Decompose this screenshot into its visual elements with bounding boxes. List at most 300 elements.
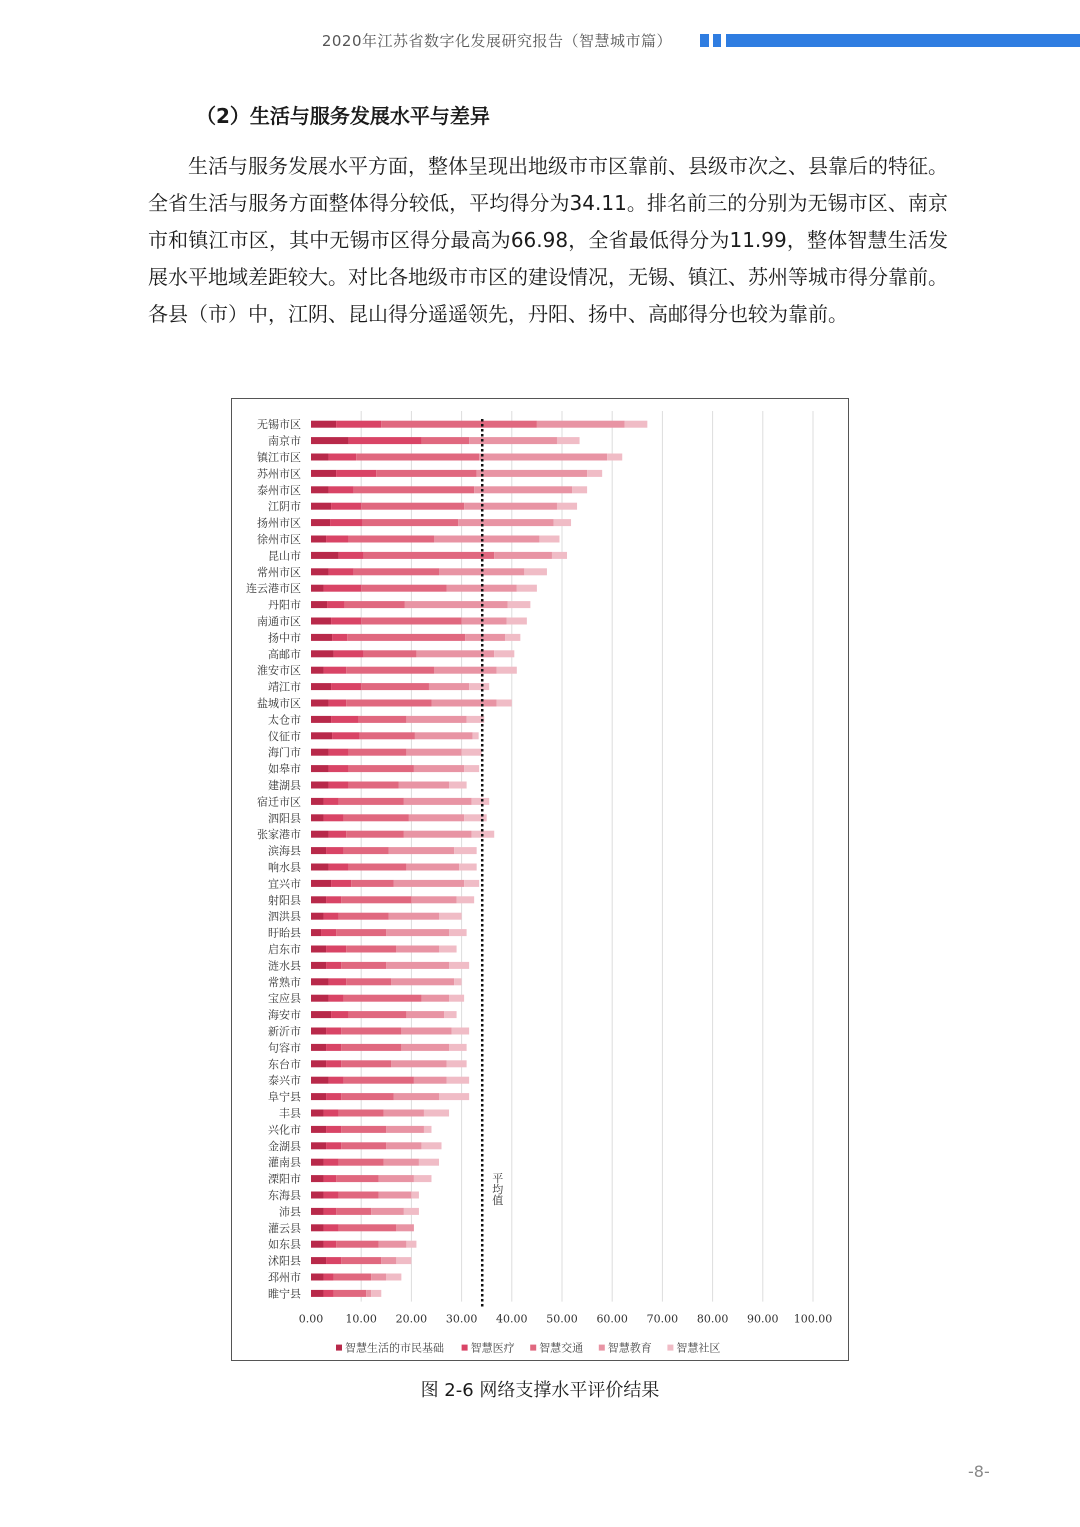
bar-segment (311, 1175, 324, 1182)
bar-segment (332, 634, 347, 641)
bar-segment (311, 749, 329, 756)
bar-segment (439, 913, 462, 920)
bar-segment (344, 847, 389, 854)
legend-swatch (462, 1345, 468, 1351)
bar-segment (311, 1257, 326, 1264)
page-number: -8- (968, 1462, 990, 1481)
category-label: 泗阳县 (268, 811, 301, 825)
bar-segment (349, 437, 422, 444)
category-label: 靖江市 (268, 680, 301, 694)
bar-segment (326, 1044, 341, 1051)
bar-segment (326, 1028, 341, 1035)
category-label: 句容市 (268, 1041, 301, 1055)
bar-segment (406, 864, 459, 871)
header-accent-block-1 (700, 34, 709, 47)
bar-segment (311, 470, 336, 477)
bar-segment (458, 519, 553, 526)
category-label: 江阴市 (268, 500, 301, 514)
bar-segment (329, 1077, 344, 1084)
bar-segment (557, 437, 580, 444)
bar-segment (347, 634, 465, 641)
bar-segment (444, 1011, 457, 1018)
bar-segment (431, 700, 496, 707)
bar-segment (421, 995, 449, 1002)
bar-segment (331, 1011, 349, 1018)
bar-segment (329, 749, 349, 756)
category-label: 射阳县 (268, 893, 301, 907)
bar-segment (331, 618, 361, 625)
report-title: 2020年江苏省数字化发展研究报告（智慧城市篇） (321, 32, 672, 50)
bar-segment (311, 536, 326, 543)
bar-segment (326, 1142, 341, 1149)
category-label: 苏州市区 (257, 467, 301, 481)
bar-segment (346, 978, 391, 985)
bar-segment (311, 1208, 324, 1215)
bar-segment (421, 437, 469, 444)
bar-segment (384, 1159, 419, 1166)
category-label: 邳州市 (268, 1271, 301, 1284)
legend-label: 智慧生活的市民基础 (345, 1341, 444, 1355)
bar-segment (311, 716, 331, 723)
category-label: 盐城市区 (257, 697, 301, 710)
bar-segment (349, 864, 407, 871)
category-label: 睢宁县 (268, 1287, 301, 1301)
bar-segment (359, 716, 407, 723)
bar-segment (447, 1077, 470, 1084)
x-tick-label: 50.00 (546, 1312, 578, 1326)
bar-segment (329, 831, 347, 838)
bar-segment (396, 1224, 414, 1231)
bar-segment (339, 1192, 379, 1199)
bar-segment (389, 913, 439, 920)
bar-segment (399, 782, 449, 789)
bar-segment (311, 978, 329, 985)
bar-segment (505, 634, 520, 641)
bar-segment (324, 1290, 334, 1297)
x-tick-label: 60.00 (596, 1312, 628, 1326)
category-label: 阜宁县 (268, 1090, 301, 1104)
bar-segment (361, 585, 446, 592)
bar-segment (469, 683, 489, 690)
bar-segment (464, 765, 479, 772)
header-accent-block-2 (713, 34, 721, 47)
bar-segment (324, 1241, 337, 1248)
bar-segment (386, 929, 449, 936)
category-label: 海安市 (268, 1008, 301, 1022)
category-label: 丰县 (279, 1107, 301, 1120)
bar-segment (326, 1060, 341, 1067)
body-paragraph (148, 148, 948, 333)
bar-segment (449, 1044, 467, 1051)
bar-segment (424, 1110, 449, 1117)
bar-segment (361, 503, 464, 510)
header-accent-bar (726, 34, 1080, 47)
bar-segment (329, 765, 349, 772)
bar-segment (345, 601, 405, 608)
bar-segment (625, 421, 648, 428)
category-label: 如皋市 (268, 762, 301, 776)
bar-segment (311, 962, 326, 969)
bar-segment (311, 995, 329, 1002)
bar-segment (349, 1011, 407, 1018)
legend-label: 智慧交通 (539, 1341, 584, 1355)
category-label: 如东县 (268, 1238, 301, 1252)
category-label: 宝应县 (268, 992, 301, 1006)
bar-segment (311, 437, 349, 444)
bar-segment (311, 421, 336, 428)
bar-segment (346, 946, 396, 953)
bar-segment (341, 1126, 386, 1133)
bar-segment (406, 1241, 416, 1248)
bar-segment (334, 1274, 372, 1281)
bar-segment (411, 896, 456, 903)
bar-segment (406, 1011, 444, 1018)
category-label: 响水县 (268, 861, 301, 874)
legend-label: 智慧社区 (676, 1341, 721, 1355)
bar-segment (404, 831, 472, 838)
bar-segment (324, 814, 344, 821)
bar-segment (386, 962, 449, 969)
bar-segment (326, 896, 341, 903)
bar-segment (311, 454, 329, 461)
bar-segment (329, 782, 349, 789)
bar-segment (537, 421, 625, 428)
chart-frame (231, 398, 849, 1361)
bar-segment (324, 667, 347, 674)
bar-segment (311, 519, 330, 526)
category-label: 灌南县 (268, 1156, 301, 1170)
bar-segment (389, 847, 454, 854)
bar-segment (324, 1274, 334, 1281)
bar-segment (329, 864, 349, 871)
bar-segment (326, 847, 344, 854)
bar-segment (324, 1175, 337, 1182)
category-label: 灌云县 (268, 1221, 301, 1235)
bar-segment (311, 929, 321, 936)
bar-segment (330, 519, 363, 526)
bar-segment (391, 978, 454, 985)
category-label: 高邮市 (268, 647, 301, 661)
bar-segment (351, 880, 394, 887)
bar-segment (454, 847, 477, 854)
category-label: 扬州市区 (257, 516, 301, 530)
bar-segment (349, 782, 399, 789)
bar-segment (326, 536, 349, 543)
bar-segment (329, 700, 347, 707)
bar-segment (334, 1290, 367, 1297)
category-label: 涟水县 (268, 959, 301, 973)
bar-segment (311, 1126, 326, 1133)
bar-segment (324, 1192, 339, 1199)
bar-segment (391, 1060, 446, 1067)
x-tick-label: 20.00 (395, 1312, 428, 1326)
bar-segment (339, 1224, 397, 1231)
bar-segment (439, 946, 457, 953)
bar-segment (329, 454, 357, 461)
bar-segment (376, 470, 476, 477)
bar-segment (411, 1192, 419, 1199)
x-tick-label: 70.00 (646, 1312, 679, 1326)
bar-segment (311, 864, 329, 871)
bar-segment (379, 1175, 414, 1182)
bar-segment (379, 1241, 407, 1248)
bar-segment (401, 1028, 451, 1035)
category-label: 南京市 (268, 434, 301, 448)
bar-segment (414, 1077, 447, 1084)
bar-segment (321, 929, 336, 936)
bar-segment (363, 519, 458, 526)
bar-segment (414, 1175, 432, 1182)
legend-swatch (667, 1345, 673, 1351)
bar-segment (346, 700, 431, 707)
category-label: 金湖县 (268, 1139, 301, 1153)
bar-segment (419, 1159, 439, 1166)
bar-segment (339, 1159, 384, 1166)
bar-segment (557, 503, 577, 510)
bar-segment (361, 618, 461, 625)
bar-segment (311, 946, 326, 953)
bar-segment (326, 962, 341, 969)
bar-segment (607, 454, 622, 461)
x-tick-label: 100.00 (793, 1312, 833, 1326)
bar-segment (324, 1208, 337, 1215)
bar-segment (339, 552, 364, 559)
legend-label: 智慧教育 (607, 1341, 652, 1355)
bar-segment (346, 831, 404, 838)
bar-segment (381, 421, 537, 428)
bar-segment (462, 749, 482, 756)
bar-segment (404, 798, 472, 805)
bar-segment (311, 1192, 324, 1199)
category-label: 沛县 (279, 1205, 301, 1219)
x-tick-label: 30.00 (445, 1312, 478, 1326)
bar-segment (406, 716, 466, 723)
bar-segment (349, 749, 407, 756)
bar-segment (524, 568, 547, 575)
bar-segment (517, 585, 537, 592)
category-label: 东台市 (268, 1057, 301, 1071)
bar-segment (311, 831, 329, 838)
category-label: 启东市 (268, 943, 301, 956)
legend-label: 智慧医疗 (470, 1341, 515, 1355)
bar-segment (332, 732, 360, 739)
bar-segment (324, 585, 362, 592)
x-tick-label: 10.00 (345, 1312, 377, 1326)
bar-segment (414, 765, 464, 772)
category-label: 镇江市区 (257, 451, 301, 464)
bar-segment (364, 552, 495, 559)
bar-segment (311, 814, 324, 821)
bar-segment (311, 585, 324, 592)
bar-segment (311, 683, 331, 690)
bar-segment (552, 552, 567, 559)
bar-segment (439, 1093, 469, 1100)
bar-segment (349, 765, 414, 772)
bar-segment (311, 1060, 326, 1067)
bar-segment (311, 700, 329, 707)
bar-segment (336, 1175, 379, 1182)
bar-segment (331, 880, 351, 887)
category-label: 张家港市 (257, 828, 301, 842)
bar-segment (341, 1142, 386, 1149)
bar-segment (354, 486, 474, 493)
figure-caption: 图 2-6 网络支撑水平评价结果 (420, 1380, 660, 1401)
body-text: 生活与服务发展水平方面，整体呈现出地级市市区靠前、县级市次之、县靠后的特征。全省生活与服务方面整体得分较低，平均得分为34.11。排名前三的分别为无锡市区、南京市和镇江市区，其中无锡市区得分最高为66.98，全省最低得分为11.99，整体智慧生活发展水平地域差距较大。对比各地级市市区的建设情况，无锡、镇江、苏州等城市得分靠前。各县（市）中，江阴、昆山得分遥遥领先，丹阳、扬中、高邮得分也较为靠前。 (148, 154, 948, 326)
bar-segment (324, 1224, 339, 1231)
bar-segment (331, 716, 359, 723)
bar-segment (341, 896, 411, 903)
bar-segment (457, 896, 475, 903)
bar-segment (324, 1110, 339, 1117)
bar-segment (421, 1142, 441, 1149)
stacked-bar-chart (232, 399, 848, 1360)
category-label: 昆山市 (268, 549, 301, 563)
bar-segment (361, 683, 429, 690)
category-label: 常州市区 (257, 565, 301, 579)
bar-segment (434, 536, 539, 543)
bar-segment (311, 486, 329, 493)
bar-segment (452, 1028, 470, 1035)
bar-segment (311, 880, 331, 887)
bar-segment (429, 683, 469, 690)
bar-segment (311, 503, 331, 510)
bar-segment (464, 880, 479, 887)
category-label: 沭阳县 (268, 1254, 301, 1268)
bar-segment (311, 1159, 324, 1166)
bar-segment (341, 1060, 391, 1067)
bar-segment (356, 454, 479, 461)
bar-segment (396, 1257, 411, 1264)
bar-segment (459, 864, 477, 871)
category-label: 太仓市 (268, 713, 301, 727)
bar-segment (331, 503, 361, 510)
bar-segment (587, 470, 602, 477)
bar-segment (324, 1159, 339, 1166)
bar-segment (336, 1241, 379, 1248)
bar-segment (449, 995, 464, 1002)
bar-segment (327, 601, 345, 608)
bar-segment (494, 650, 514, 657)
bar-segment (479, 454, 607, 461)
bar-segment (449, 929, 467, 936)
bar-segment (311, 1290, 324, 1297)
category-label: 宿迁市区 (257, 795, 301, 809)
category-label: 泰兴市 (268, 1074, 301, 1088)
category-label: 东海县 (268, 1189, 301, 1202)
bar-segment (449, 962, 469, 969)
category-label: 扬中市 (268, 631, 301, 645)
category-label: 仪征市 (268, 729, 301, 743)
bar-segment (311, 1110, 324, 1117)
bar-segment (366, 1290, 371, 1297)
bar-segment (415, 732, 473, 739)
category-label: 宜兴市 (268, 877, 301, 891)
bar-segment (473, 732, 479, 739)
x-tick-label: 90.00 (747, 1312, 779, 1326)
x-tick-label: 80.00 (696, 1312, 729, 1326)
bar-segment (497, 667, 517, 674)
bar-segment (508, 601, 531, 608)
legend-swatch (599, 1345, 605, 1351)
bar-segment (339, 913, 389, 920)
average-label: 平均值 (490, 1172, 504, 1206)
bar-segment (386, 1274, 401, 1281)
bar-segment (311, 552, 339, 559)
bar-segment (311, 618, 331, 625)
legend-swatch (530, 1345, 536, 1351)
bar-segment (341, 1257, 381, 1264)
bar-segment (331, 683, 361, 690)
bar-segment (329, 978, 347, 985)
bar-segment (406, 749, 461, 756)
bar-segment (341, 1028, 401, 1035)
bar-segment (384, 1110, 424, 1117)
category-label: 溧阳市 (268, 1172, 301, 1186)
bar-segment (464, 503, 557, 510)
bar-segment (477, 470, 587, 477)
bar-segment (311, 847, 326, 854)
category-label: 滨海县 (268, 844, 301, 858)
bar-segment (311, 667, 324, 674)
bar-segment (311, 798, 324, 805)
bar-segment (497, 700, 512, 707)
bar-segment (336, 421, 381, 428)
bar-segment (447, 1060, 467, 1067)
bar-segment (401, 1044, 449, 1051)
bar-segment (311, 765, 329, 772)
bar-segment (311, 1028, 326, 1035)
legend-swatch (336, 1345, 342, 1351)
bar-segment (311, 913, 324, 920)
bar-segment (311, 782, 329, 789)
bar-segment (494, 552, 552, 559)
bar-segment (344, 814, 409, 821)
bar-segment (394, 1093, 439, 1100)
category-label: 连云港市区 (246, 582, 301, 596)
bar-segment (371, 1290, 381, 1297)
bar-segment (311, 568, 329, 575)
bar-segment (311, 1142, 326, 1149)
bar-segment (329, 486, 354, 493)
bar-segment (405, 601, 508, 608)
bar-segment (311, 1274, 324, 1281)
category-label: 建湖县 (268, 779, 301, 792)
bar-segment (434, 667, 497, 674)
bar-segment (311, 1077, 329, 1084)
bar-segment (311, 896, 326, 903)
bar-segment (409, 814, 464, 821)
bar-segment (336, 470, 376, 477)
category-label: 盱眙县 (268, 926, 301, 940)
bar-segment (465, 634, 505, 641)
bar-segment (311, 1093, 326, 1100)
bar-segment (553, 519, 571, 526)
bar-segment (364, 650, 417, 657)
category-label: 新沂市 (268, 1025, 301, 1038)
bar-segment (311, 1011, 331, 1018)
bar-segment (336, 1208, 371, 1215)
bar-segment (381, 1257, 396, 1264)
category-label: 海门市 (268, 746, 301, 760)
bar-segment (371, 1274, 386, 1281)
category-label: 无锡市区 (257, 418, 301, 432)
x-tick-label: 40.00 (496, 1312, 528, 1326)
bar-segment (336, 929, 386, 936)
bar-segment (539, 536, 559, 543)
bar-segment (341, 962, 386, 969)
x-tick-label: 0.00 (298, 1312, 324, 1326)
bar-segment (326, 1126, 341, 1133)
